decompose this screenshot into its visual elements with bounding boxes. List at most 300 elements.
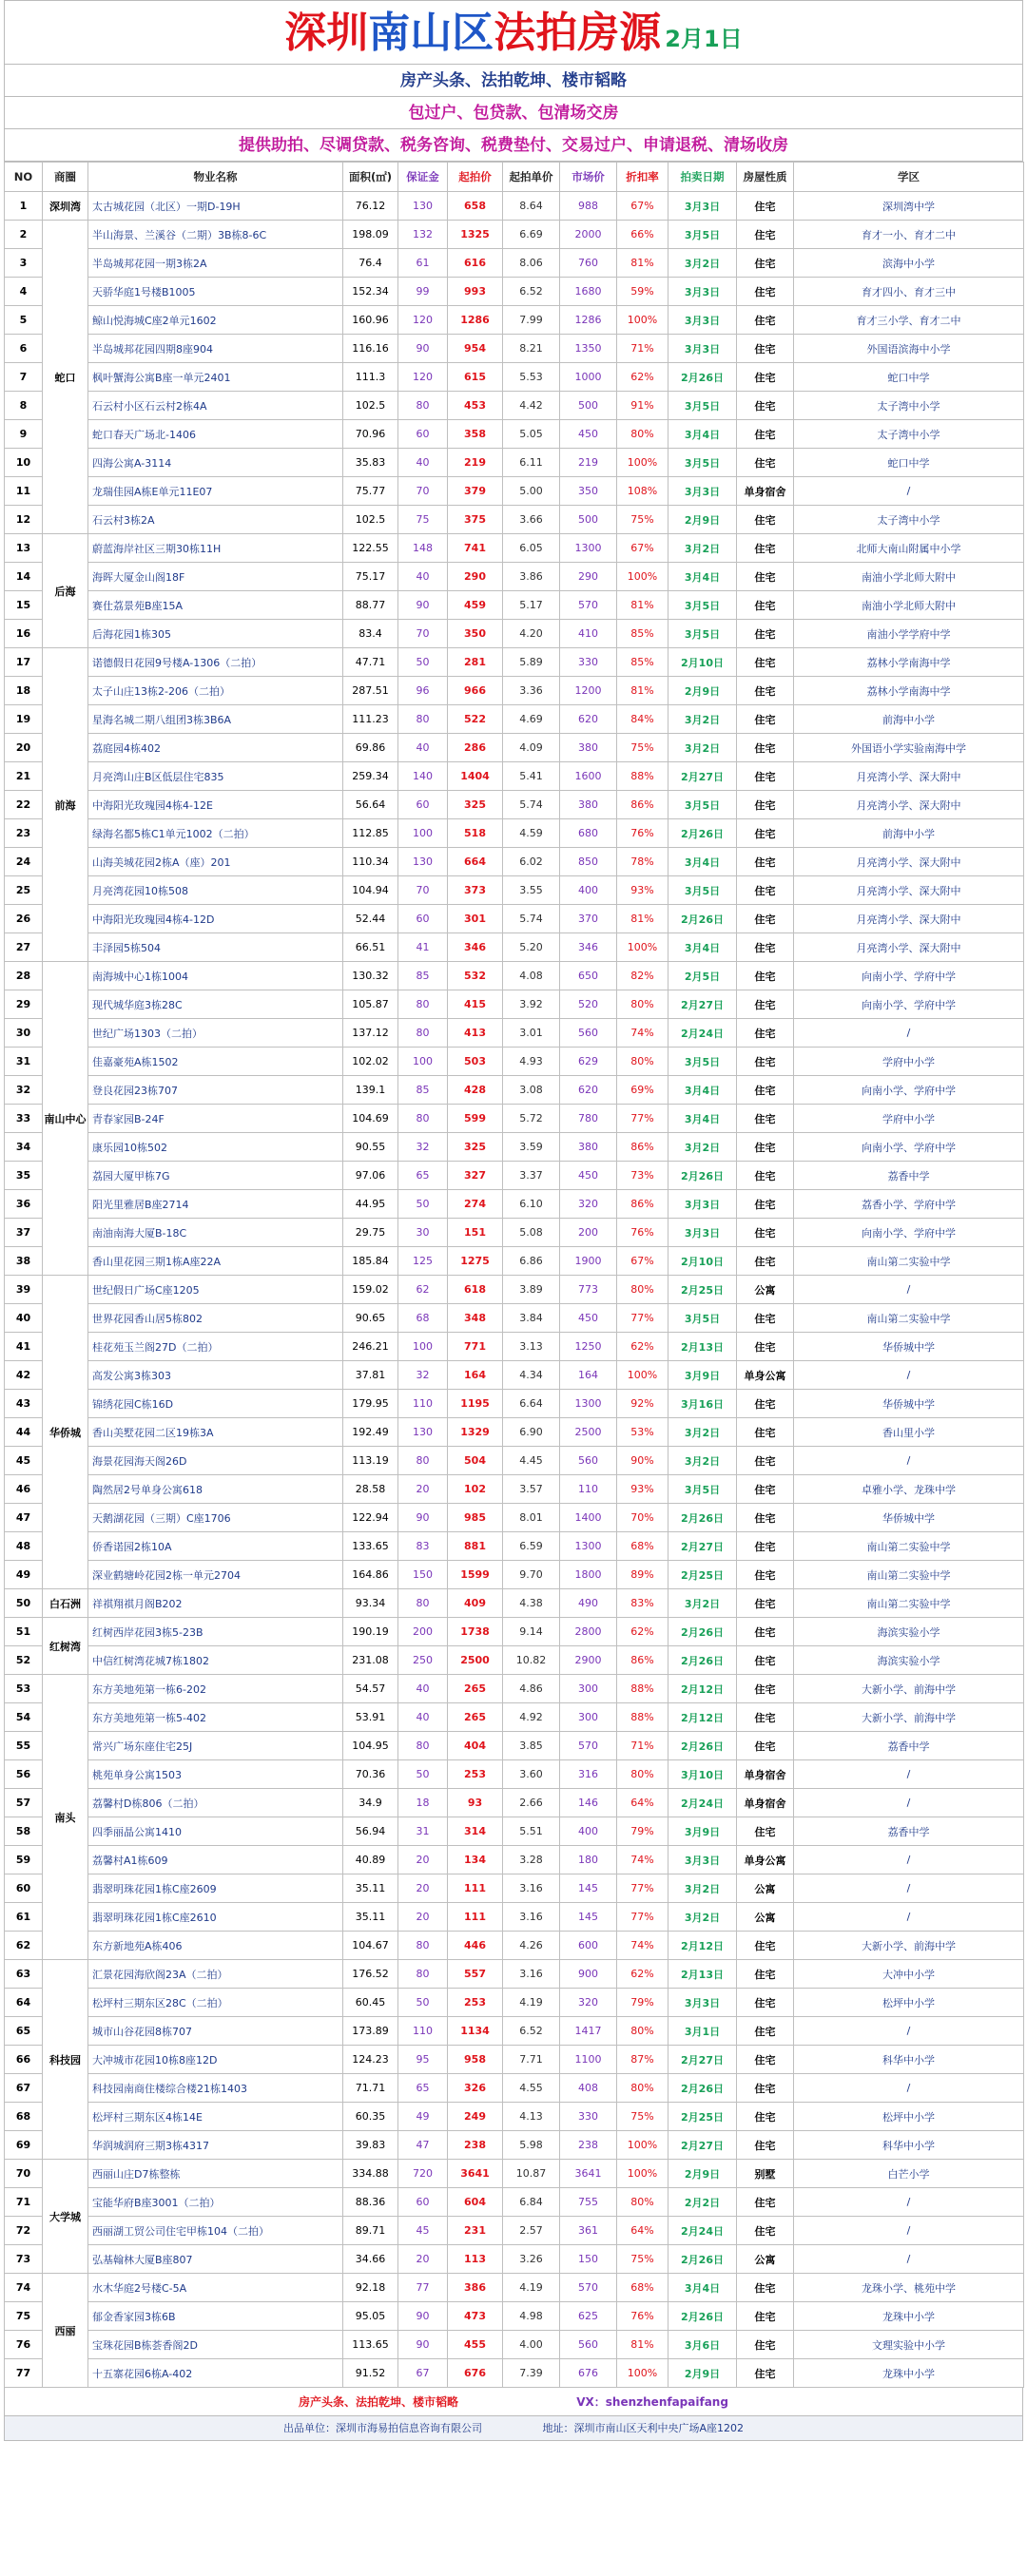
deposit: 70 [398,477,448,506]
deposit: 70 [398,620,448,648]
deposit: 132 [398,221,448,249]
table-row [5,1932,1024,1960]
market-price: 1400 [560,1504,617,1532]
table-row [5,1903,1024,1932]
unit-price: 4.19 [503,1989,560,2017]
deposit: 80 [398,1932,448,1960]
property-name: 陶然居2号单身公寓618 [88,1475,343,1504]
unit-price: 3.92 [503,990,560,1019]
start-price: 459 [448,591,503,620]
house-type: 住宅 [737,1589,794,1618]
start-price: 532 [448,962,503,990]
area: 34.9 [343,1789,398,1817]
col-auction-date: 拍卖日期 [669,163,737,192]
deposit: 80 [398,1589,448,1618]
start-price: 616 [448,249,503,278]
discount: 86% [617,1133,669,1162]
deposit: 120 [398,363,448,392]
house-type: 住宅 [737,1390,794,1418]
discount: 100% [617,933,669,962]
area: 75.77 [343,477,398,506]
row-no: 60 [5,1874,43,1903]
school-district: 科华中小学 [794,2046,1024,2074]
property-name: 山海美城花园2栋A（座）201 [88,848,343,876]
row-no: 32 [5,1076,43,1105]
market-price: 500 [560,392,617,420]
house-type: 住宅 [737,905,794,933]
deposit: 50 [398,1989,448,2017]
unit-price: 4.20 [503,620,560,648]
deposit: 80 [398,990,448,1019]
unit-price: 9.14 [503,1618,560,1646]
deposit: 50 [398,1760,448,1789]
row-no: 37 [5,1219,43,1247]
auction-date: 3月4日 [669,1105,737,1133]
table-row [5,563,1024,591]
house-type: 住宅 [737,848,794,876]
auction-date: 2月12日 [669,1703,737,1732]
property-name: 红树西岸花园3栋5-23B [88,1618,343,1646]
subtitle-guarantees: 包过户、包贷款、包清场交房 [4,97,1023,129]
area: 83.4 [343,620,398,648]
row-no: 23 [5,819,43,848]
house-type: 单身宿舍 [737,1789,794,1817]
school-district: 龙珠小学、桃苑中学 [794,2274,1024,2302]
table-row [5,1304,1024,1333]
property-name: 锦绣花园C栋16D [88,1390,343,1418]
area: 54.57 [343,1675,398,1703]
market-price: 650 [560,962,617,990]
school-district: 深圳湾中学 [794,192,1024,221]
deposit: 83 [398,1532,448,1561]
table-row [5,1532,1024,1561]
house-type: 住宅 [737,1162,794,1190]
house-type: 住宅 [737,1532,794,1561]
school-district: 北师大南山附属中小学 [794,534,1024,563]
house-type: 住宅 [737,2331,794,2359]
table-row [5,1817,1024,1846]
auction-date: 3月4日 [669,420,737,449]
property-name: 荔馨村A1栋609 [88,1846,343,1874]
school-district: / [794,2188,1024,2217]
district-cell: 前海 [43,648,88,962]
table-row [5,2302,1024,2331]
market-price: 520 [560,990,617,1019]
footer-publisher: 出品单位：深圳市海易拍信息咨询有限公司 [282,2422,482,2434]
discount: 59% [617,278,669,306]
discount: 81% [617,677,669,705]
auction-date: 2月26日 [669,1732,737,1760]
school-district: 华侨城中学 [794,1333,1024,1361]
table-row [5,420,1024,449]
market-price: 1286 [560,306,617,335]
property-name: 大冲城市花园10栋8座12D [88,2046,343,2074]
property-name: 桃苑单身公寓1503 [88,1760,343,1789]
unit-price: 5.89 [503,648,560,677]
property-name: 东方美地苑第一栋5-402 [88,1703,343,1732]
discount: 67% [617,1247,669,1276]
house-type: 住宅 [737,791,794,819]
auction-date: 3月4日 [669,2274,737,2302]
auction-date: 3月3日 [669,1989,737,2017]
table-row [5,1589,1024,1618]
auction-date: 3月5日 [669,591,737,620]
market-price: 850 [560,848,617,876]
auction-date: 2月26日 [669,1162,737,1190]
area: 231.08 [343,1646,398,1675]
row-no: 4 [5,278,43,306]
table-row [5,477,1024,506]
house-type: 住宅 [737,278,794,306]
row-no: 24 [5,848,43,876]
unit-price: 6.84 [503,2188,560,2217]
discount: 80% [617,1760,669,1789]
area: 91.52 [343,2359,398,2388]
market-price: 1600 [560,762,617,791]
discount: 108% [617,477,669,506]
unit-price: 6.02 [503,848,560,876]
deposit: 80 [398,392,448,420]
start-price: 604 [448,2188,503,2217]
row-no: 74 [5,2274,43,2302]
market-price: 760 [560,249,617,278]
school-district: 南山第二实验中学 [794,1247,1024,1276]
house-type: 住宅 [737,933,794,962]
deposit: 18 [398,1789,448,1817]
house-type: 单身公寓 [737,1361,794,1390]
market-price: 570 [560,591,617,620]
property-name: 龙瑞佳园A栋E单元11E07 [88,477,343,506]
property-name: 宝能华府B座3001（二拍） [88,2188,343,2217]
area: 102.5 [343,506,398,534]
deposit: 50 [398,1190,448,1219]
discount: 76% [617,1219,669,1247]
house-type: 住宅 [737,2274,794,2302]
start-price: 151 [448,1219,503,1247]
table-row [5,734,1024,762]
row-no: 52 [5,1646,43,1675]
table-row [5,449,1024,477]
school-district: 南山第二实验中学 [794,1532,1024,1561]
unit-price: 9.70 [503,1561,560,1589]
school-district: 大新小学、前海中学 [794,1703,1024,1732]
district-cell: 大学城 [43,2160,88,2274]
start-price: 446 [448,1932,503,1960]
row-no: 9 [5,420,43,449]
deposit: 96 [398,677,448,705]
market-price: 1250 [560,1333,617,1361]
property-name: 蛇口春天广场北-1406 [88,420,343,449]
market-price: 560 [560,2331,617,2359]
deposit: 67 [398,2359,448,2388]
row-no: 35 [5,1162,43,1190]
row-no: 11 [5,477,43,506]
discount: 100% [617,563,669,591]
table-row [5,990,1024,1019]
discount: 86% [617,1646,669,1675]
area: 122.94 [343,1504,398,1532]
area: 122.55 [343,534,398,563]
house-type: 单身宿舍 [737,1760,794,1789]
row-no: 1 [5,192,43,221]
table-header-row [5,163,1024,192]
discount: 100% [617,306,669,335]
house-type: 住宅 [737,1675,794,1703]
unit-price: 10.87 [503,2160,560,2188]
row-no: 58 [5,1817,43,1846]
table-row [5,876,1024,905]
unit-price: 6.64 [503,1390,560,1418]
house-type: 别墅 [737,2160,794,2188]
house-type: 住宅 [737,1019,794,1048]
discount: 86% [617,791,669,819]
table-row [5,1703,1024,1732]
unit-price: 8.21 [503,335,560,363]
school-district: / [794,1874,1024,1903]
start-price: 2500 [448,1646,503,1675]
row-no: 44 [5,1418,43,1447]
discount: 86% [617,1190,669,1219]
discount: 67% [617,534,669,563]
col-school: 学区 [794,163,1024,192]
house-type: 单身宿舍 [737,477,794,506]
area: 97.06 [343,1162,398,1190]
school-district: 南山第二实验中学 [794,1304,1024,1333]
discount: 82% [617,962,669,990]
table-row [5,221,1024,249]
deposit: 31 [398,1817,448,1846]
row-no: 49 [5,1561,43,1589]
row-no: 65 [5,2017,43,2046]
school-district: 荔香中学 [794,1817,1024,1846]
school-district: 太子湾中小学 [794,392,1024,420]
unit-price: 2.57 [503,2217,560,2245]
market-price: 490 [560,1589,617,1618]
start-price: 453 [448,392,503,420]
school-district: 文理实验中小学 [794,2331,1024,2359]
discount: 75% [617,2103,669,2131]
discount: 77% [617,1105,669,1133]
discount: 62% [617,363,669,392]
row-no: 43 [5,1390,43,1418]
deposit: 100 [398,1048,448,1076]
house-type: 住宅 [737,962,794,990]
district-cell: 科技园 [43,1960,88,2160]
start-price: 301 [448,905,503,933]
auction-date: 3月2日 [669,705,737,734]
col-deposit: 保证金 [398,163,448,192]
row-no: 61 [5,1903,43,1932]
start-price: 1134 [448,2017,503,2046]
house-type: 住宅 [737,1105,794,1133]
auction-date: 3月5日 [669,791,737,819]
school-district: 荔香中学 [794,1732,1024,1760]
school-district: / [794,1760,1024,1789]
property-name: 水木华庭2号楼C-5A [88,2274,343,2302]
auction-date: 2月25日 [669,1276,737,1304]
deposit: 80 [398,1447,448,1475]
discount: 68% [617,1532,669,1561]
school-district: 南油小学北师大附中 [794,591,1024,620]
footer-address: 地址：深圳市南山区天利中央广场A座1202 [542,2422,745,2434]
row-no: 21 [5,762,43,791]
property-name: 康乐园10栋502 [88,1133,343,1162]
start-price: 615 [448,363,503,392]
deposit: 20 [398,1903,448,1932]
unit-price: 3.26 [503,2245,560,2274]
school-district: / [794,2017,1024,2046]
area: 76.12 [343,192,398,221]
table-row [5,363,1024,392]
start-price: 253 [448,1760,503,1789]
row-no: 36 [5,1190,43,1219]
market-price: 570 [560,1732,617,1760]
row-no: 72 [5,2217,43,2245]
start-price: 993 [448,278,503,306]
discount: 100% [617,2131,669,2160]
house-type: 住宅 [737,306,794,335]
table-row [5,1447,1024,1475]
market-price: 620 [560,705,617,734]
deposit: 47 [398,2131,448,2160]
deposit: 85 [398,1076,448,1105]
market-price: 361 [560,2217,617,2245]
auction-date: 3月5日 [669,876,737,905]
deposit: 80 [398,1960,448,1989]
auction-date: 3月3日 [669,278,737,306]
row-no: 13 [5,534,43,563]
table-row [5,1646,1024,1675]
property-name: 宝珠花园B栋荟香阁2D [88,2331,343,2359]
row-no: 38 [5,1247,43,1276]
auction-date: 3月2日 [669,1418,737,1447]
table-row [5,819,1024,848]
start-price: 1325 [448,221,503,249]
table-row [5,677,1024,705]
row-no: 46 [5,1475,43,1504]
area: 28.58 [343,1475,398,1504]
discount: 69% [617,1076,669,1105]
deposit: 60 [398,791,448,819]
row-no: 18 [5,677,43,705]
house-type: 住宅 [737,506,794,534]
property-name: 松坪村三期东区28C（二拍） [88,1989,343,2017]
auction-date: 2月9日 [669,677,737,705]
start-price: 326 [448,2074,503,2103]
market-price: 400 [560,876,617,905]
discount: 64% [617,1789,669,1817]
market-price: 2500 [560,1418,617,1447]
start-price: 771 [448,1333,503,1361]
area: 185.84 [343,1247,398,1276]
school-district: 松坪中小学 [794,1989,1024,2017]
row-no: 34 [5,1133,43,1162]
deposit: 90 [398,1504,448,1532]
house-type: 住宅 [737,2359,794,2388]
row-no: 15 [5,591,43,620]
property-name: 蔚蓝海岸社区三期30栋11H [88,534,343,563]
property-name: 四季丽晶公寓1410 [88,1817,343,1846]
start-price: 409 [448,1589,503,1618]
school-district: / [794,1903,1024,1932]
auction-date: 3月9日 [669,1361,737,1390]
market-price: 290 [560,563,617,591]
property-name: 天骄华庭1号楼B1005 [88,278,343,306]
house-type: 住宅 [737,1133,794,1162]
unit-price: 6.86 [503,1247,560,1276]
discount: 84% [617,705,669,734]
area: 90.55 [343,1133,398,1162]
house-type: 住宅 [737,449,794,477]
unit-price: 3.37 [503,1162,560,1190]
auction-date: 3月10日 [669,1760,737,1789]
school-district: / [794,1846,1024,1874]
market-price: 370 [560,905,617,933]
house-type: 住宅 [737,1732,794,1760]
unit-price: 5.08 [503,1219,560,1247]
start-price: 676 [448,2359,503,2388]
property-name: 中海阳光玫瑰园4栋4-12D [88,905,343,933]
area: 29.75 [343,1219,398,1247]
area: 124.23 [343,2046,398,2074]
start-price: 1195 [448,1390,503,1418]
property-name: 石云村3栋2A [88,506,343,534]
school-district: 外国语小学实验南海中学 [794,734,1024,762]
auction-date: 3月3日 [669,192,737,221]
discount: 71% [617,1732,669,1760]
area: 104.69 [343,1105,398,1133]
market-price: 2000 [560,221,617,249]
unit-price: 3.55 [503,876,560,905]
start-price: 164 [448,1361,503,1390]
deposit: 95 [398,2046,448,2074]
discount: 100% [617,2160,669,2188]
deposit: 60 [398,420,448,449]
table-row [5,2103,1024,2131]
auction-date: 3月6日 [669,2331,737,2359]
deposit: 75 [398,506,448,534]
auction-date: 3月5日 [669,620,737,648]
house-type: 住宅 [737,1475,794,1504]
auction-date: 3月3日 [669,1190,737,1219]
start-price: 379 [448,477,503,506]
table-row [5,848,1024,876]
col-property: 物业名称 [88,163,343,192]
market-price: 1900 [560,1247,617,1276]
unit-price: 3.08 [503,1076,560,1105]
row-no: 73 [5,2245,43,2274]
district-cell: 华侨城 [43,1276,88,1589]
market-price: 450 [560,1304,617,1333]
area: 47.71 [343,648,398,677]
property-name: 祥祺翔祺月阁B202 [88,1589,343,1618]
unit-price: 4.92 [503,1703,560,1732]
house-type: 住宅 [737,1703,794,1732]
house-type: 住宅 [737,534,794,563]
row-no: 41 [5,1333,43,1361]
property-name: 赛仕荔景苑B座15A [88,591,343,620]
auction-date: 3月5日 [669,221,737,249]
property-name: 太子山庄13栋2-206（二拍） [88,677,343,705]
unit-price: 6.11 [503,449,560,477]
school-district: 卓雅小学、龙珠中学 [794,1475,1024,1504]
area: 113.65 [343,2331,398,2359]
unit-price: 3.13 [503,1333,560,1361]
area: 56.94 [343,1817,398,1846]
start-price: 658 [448,192,503,221]
deposit: 50 [398,648,448,677]
market-price: 164 [560,1361,617,1390]
